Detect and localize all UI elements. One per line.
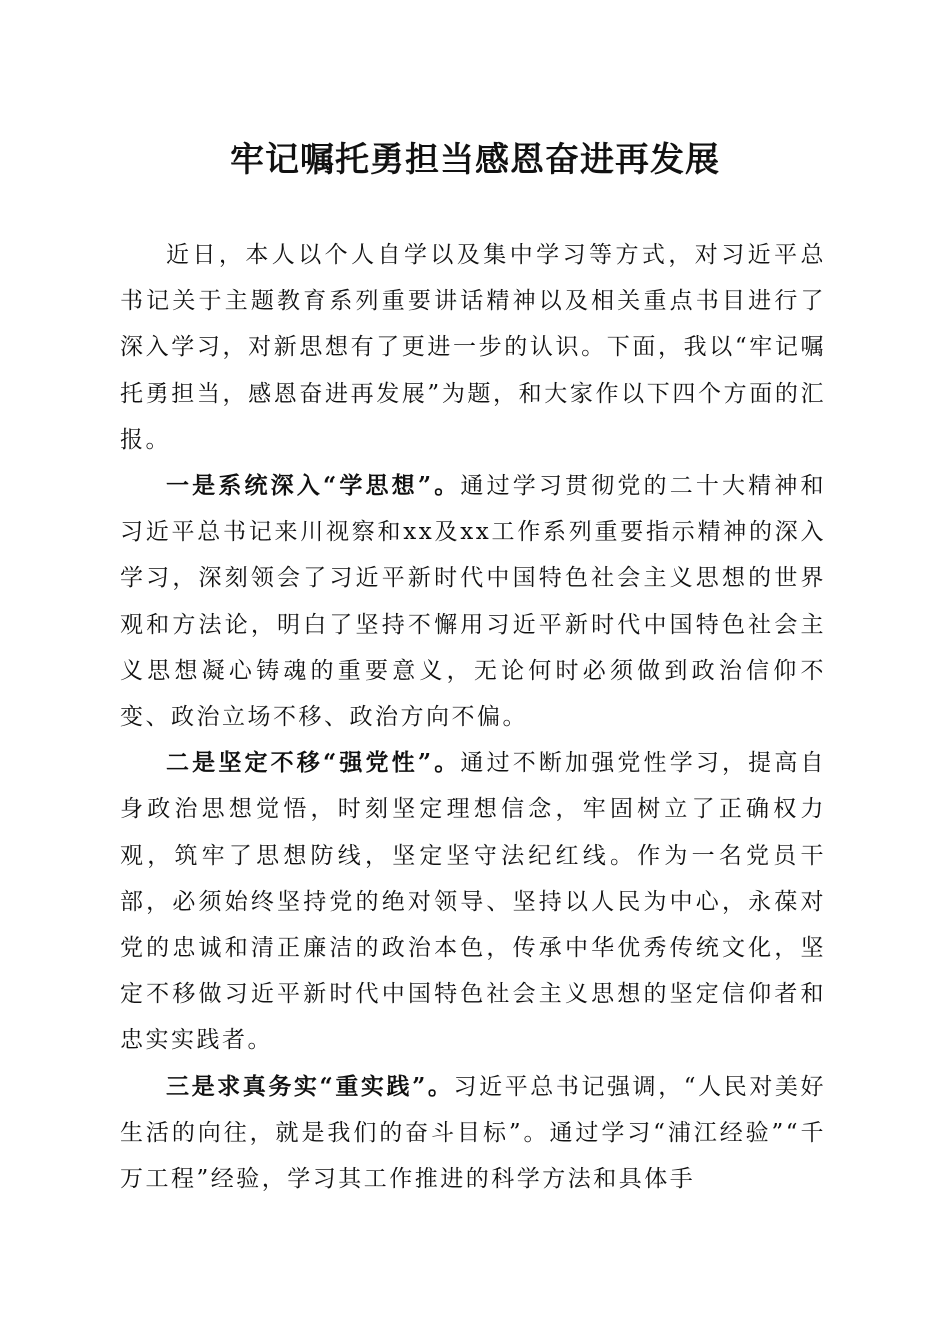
paragraph-lead: 三是求真务实“重实践”。: [166, 1072, 454, 1100]
paragraph-practice: [120, 1064, 826, 1203]
paragraph-text: 通过不断加强党性学习，提高自身政治思想觉悟，时刻坚定理想信念，牢固树立了正确权力观，筑牢了思想防线，坚定坚守法纪红线。作为一名党员干部，必须始终坚持党的绝对领导、坚持以人民为中心，永葆对党的忠诚和清正廉洁的政治本色，传承中华优秀传统文化，坚定不移做习近平新时代中国特色社会主义思想的坚定信仰者和忠实实践者。: [120, 750, 827, 1054]
paragraph-lead: 一是系统深入“学思想”。: [166, 472, 461, 500]
document-title: 牢记嘱托勇担当感恩奋进再发展: [230, 140, 720, 180]
paragraph-text: 近日，本人以个人自学以及集中学习等方式，对习近平总书记关于主题教育系列重要讲话精神以及相关重点书目进行了深入学习，对新思想有了更进一步的认识。下面，我以“牢记嘱托勇担当，感恩奋进再发展”为题，和大家作以下四个方面的汇报。: [120, 242, 826, 453]
paragraph-lead: 二是坚定不移“强党性”。: [166, 749, 461, 777]
paragraph-party-spirit: [120, 740, 826, 1063]
paragraph-text: 通过学习贯彻党的二十大精神和习近平总书记来川视察和xx及xx工作系列重要指示精神的深入学习，深刻领会了习近平新时代中国特色社会主义思想的世界观和方法论，明白了坚持不懈用习近平新时代中国特色社会主义思想凝心铸魂的重要意义，无论何时必须做到政治信仰不变、政治立场不移、政治方向不偏。: [120, 473, 827, 731]
paragraph-intro: [120, 232, 826, 463]
document-body: [120, 232, 826, 1202]
paragraph-study-thought: [120, 463, 826, 740]
paragraph-text: 习近平总书记强调，“人民对美好生活的向往，就是我们的奋斗目标”。通过学习“浦江经验”“千万工程”经验，学习其工作推进的科学方法和具体手: [120, 1073, 826, 1193]
